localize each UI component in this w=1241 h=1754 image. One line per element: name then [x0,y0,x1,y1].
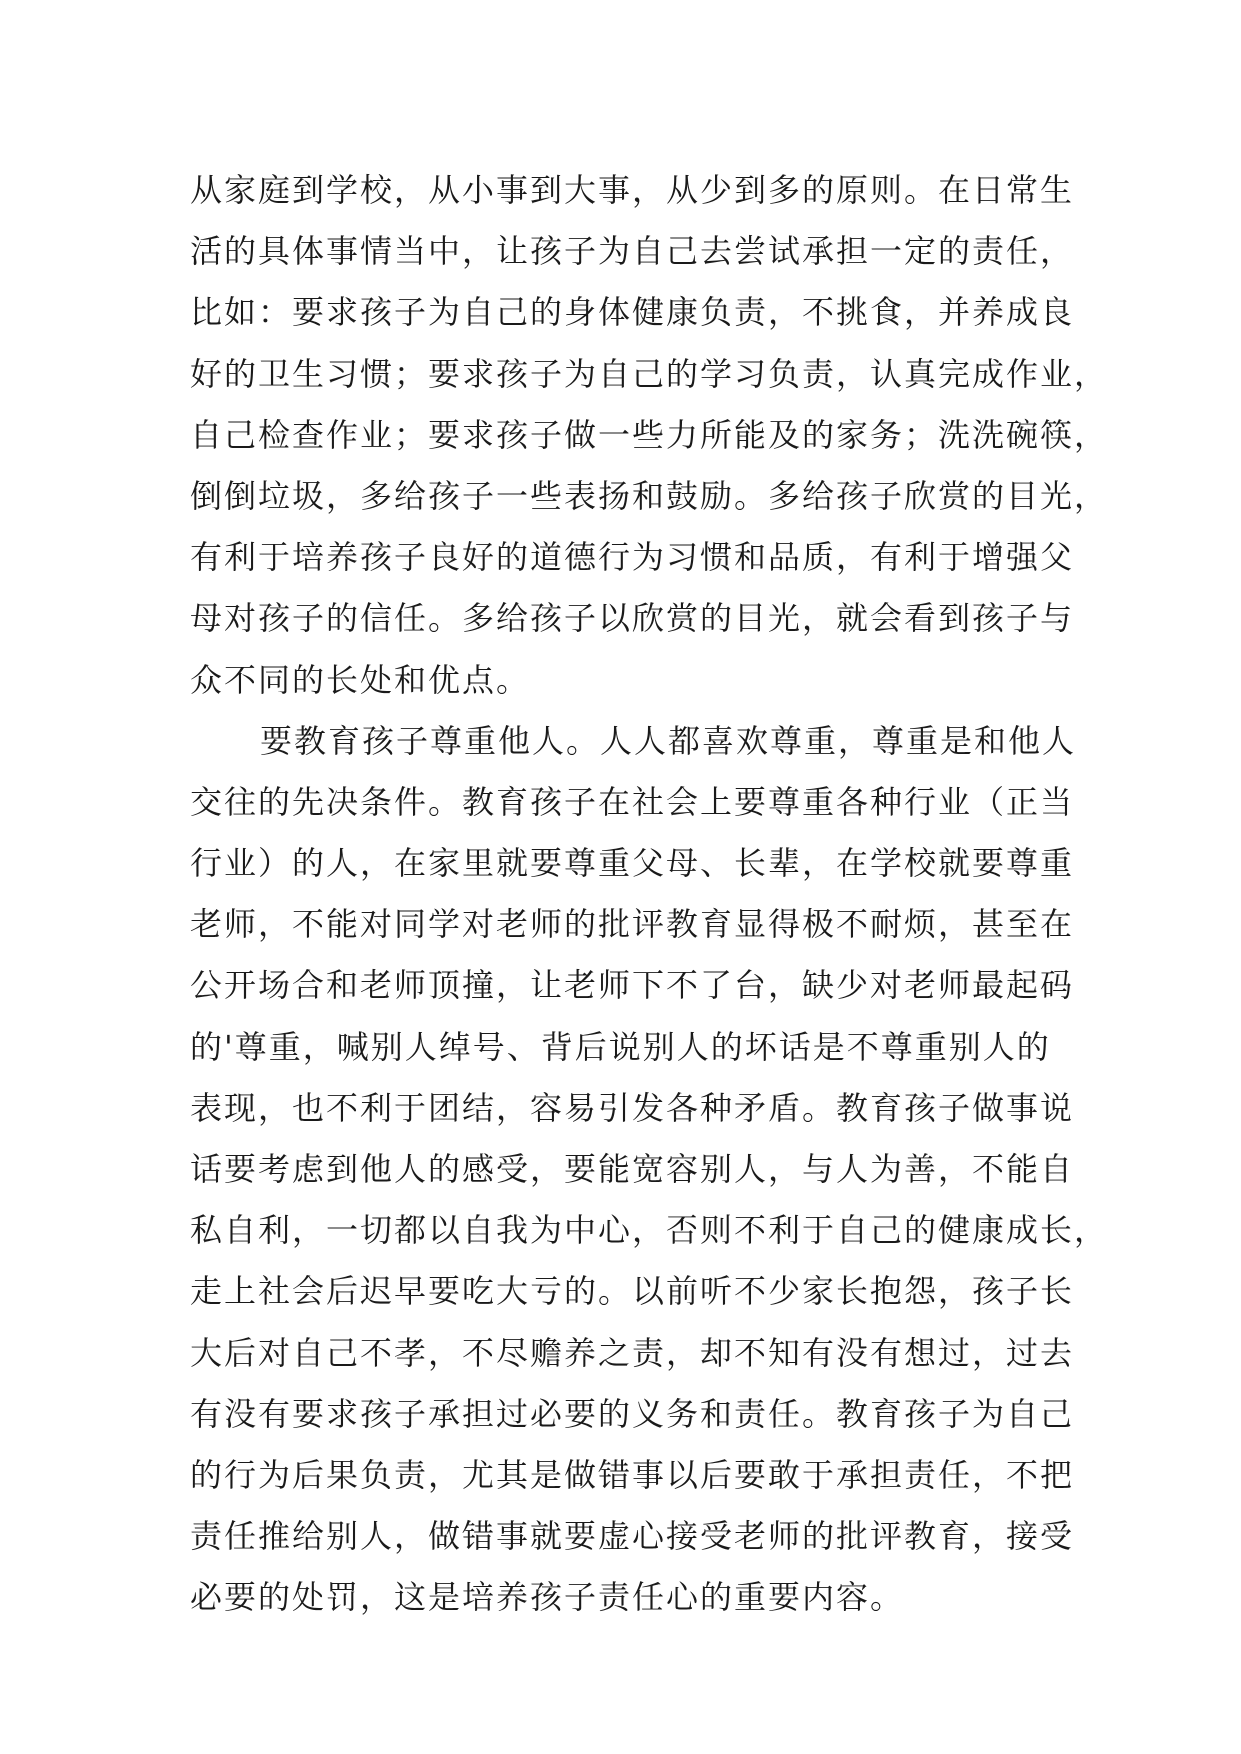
text-line: 众不同的长处和优点。 [190,660,531,699]
text-line: 责任推给别人，做错事就要虚心接受老师的批评教育，接受 [190,1517,1075,1556]
text-line: 走上社会后迟早要吃大亏的。以前听不少家长抱怨，孩子长 [190,1272,1075,1311]
text-line: 的行为后果负责，尤其是做错事以后要敢于承担责任，不把 [190,1455,1075,1494]
body-text [190,160,1109,1629]
text-line: 有利于培养孩子良好的道德行为习惯和品质，有利于增强父 [190,538,1075,577]
paragraph-1 [190,160,1109,711]
text-line: 交往的先决条件。教育孩子在社会上要尊重各种行业（正当 [190,782,1075,821]
text-line: 话要考虑到他人的感受，要能宽容别人，与人为善，不能自 [190,1150,1075,1188]
text-line: 必要的处罚，这是培养孩子责任心的重要内容。 [190,1578,905,1617]
text-line: 要教育孩子尊重他人。人人都喜欢尊重，尊重是和他人 [260,721,1077,760]
text-line: 从家庭到学校，从小事到大事，从少到多的原则。在日常生 [190,171,1075,209]
text-line: 表现，也不利于团结，容易引发各种矛盾。教育孩子做事说 [190,1088,1075,1127]
text-line: 活的具体事情当中，让孩子为自己去尝试承担一定的责任， [190,232,1075,271]
text-line: 公开场合和老师顶撞，让老师下不了台，缺少对老师最起码 [190,966,1075,1005]
text-line: 大后对自己不孝，不尽赡养之责，却不知有没有想过，过去 [190,1333,1075,1372]
paragraph-2 [190,711,1109,1629]
text-line: 行业）的人，在家里就要尊重父母、长辈，在学校就要尊重 [190,844,1075,883]
text-line: 倒倒垃圾，多给孩子一些表扬和鼓励。多给孩子欣赏的目光， [190,476,1109,515]
text-line: 有没有要求孩子承担过必要的义务和责任。教育孩子为自己 [190,1394,1075,1433]
text-line: 好的卫生习惯；要求孩子为自己的学习负责，认真完成作业， [190,354,1109,393]
text-line: 自己检查作业；要求孩子做一些力所能及的家务；洗洗碗筷， [190,415,1109,454]
text-line: 母对孩子的信任。多给孩子以欣赏的目光，就会看到孩子与 [190,599,1075,638]
text-line: 的'尊重，喊别人绰号、背后说别人的坏话是不尊重别人的 [190,1027,1051,1066]
text-line: 私自利，一切都以自我为中心，否则不利于自己的健康成长， [190,1211,1109,1250]
text-line: 比如：要求孩子为自己的身体健康负责，不挑食，并养成良 [190,293,1075,332]
text-line: 老师，不能对同学对老师的批评教育显得极不耐烦，甚至在 [190,905,1075,944]
